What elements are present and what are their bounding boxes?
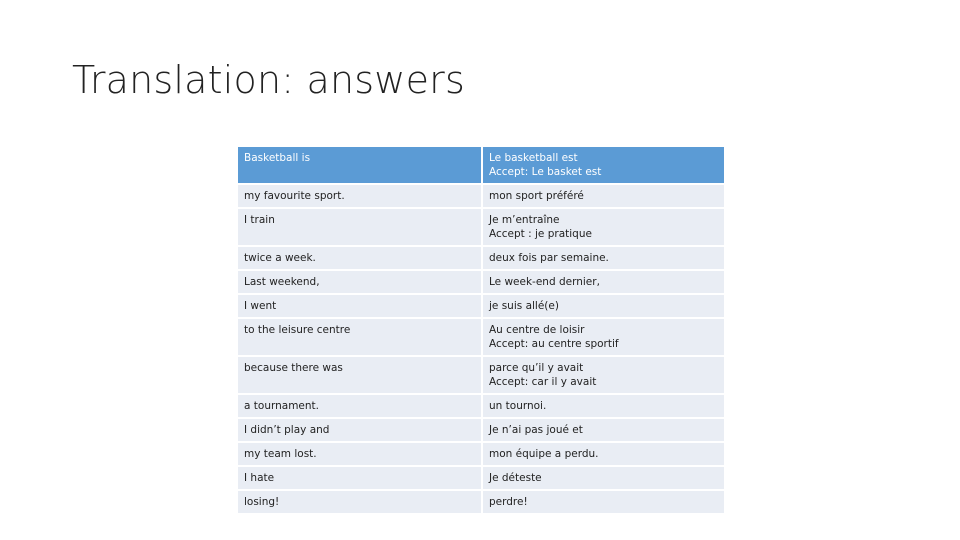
english-cell: to the leisure centre: [237, 318, 482, 356]
french-cell: Je déteste: [482, 466, 725, 490]
french-cell: perdre!: [482, 490, 725, 514]
translation-table: [236, 145, 726, 515]
french-cell: Je m’entraîne Accept : je pratique: [482, 208, 725, 246]
table-row: [237, 318, 725, 356]
page-title: Translation: answers: [72, 58, 465, 102]
english-cell: a tournament.: [237, 394, 482, 418]
table-row: [237, 490, 725, 514]
french-cell: mon sport préféré: [482, 184, 725, 208]
english-cell: I went: [237, 294, 482, 318]
table-row: [237, 246, 725, 270]
french-cell: Je n’ai pas joué et: [482, 418, 725, 442]
table-row: [237, 208, 725, 246]
french-cell: deux fois par semaine.: [482, 246, 725, 270]
table-header-row: [237, 146, 725, 184]
english-cell: I hate: [237, 466, 482, 490]
english-cell: Last weekend,: [237, 270, 482, 294]
english-cell: my favourite sport.: [237, 184, 482, 208]
english-cell: I didn’t play and: [237, 418, 482, 442]
french-cell: un tournoi.: [482, 394, 725, 418]
french-cell: Au centre de loisir Accept: au centre sportif: [482, 318, 725, 356]
french-cell: mon équipe a perdu.: [482, 442, 725, 466]
english-cell: twice a week.: [237, 246, 482, 270]
french-cell: Le week-end dernier,: [482, 270, 725, 294]
header-french-cell: Le basketball est Accept: Le basket est: [482, 146, 725, 184]
table-row: [237, 466, 725, 490]
table-row: [237, 270, 725, 294]
table-row: [237, 356, 725, 394]
table-row: [237, 294, 725, 318]
english-cell: my team lost.: [237, 442, 482, 466]
english-cell: losing!: [237, 490, 482, 514]
table-row: [237, 442, 725, 466]
table-row: [237, 394, 725, 418]
header-english-cell: Basketball is: [237, 146, 482, 184]
table-row: [237, 418, 725, 442]
english-cell: because there was: [237, 356, 482, 394]
table-row: [237, 184, 725, 208]
french-cell: parce qu’il y avait Accept: car il y avait: [482, 356, 725, 394]
french-cell: je suis allé(e): [482, 294, 725, 318]
english-cell: I train: [237, 208, 482, 246]
